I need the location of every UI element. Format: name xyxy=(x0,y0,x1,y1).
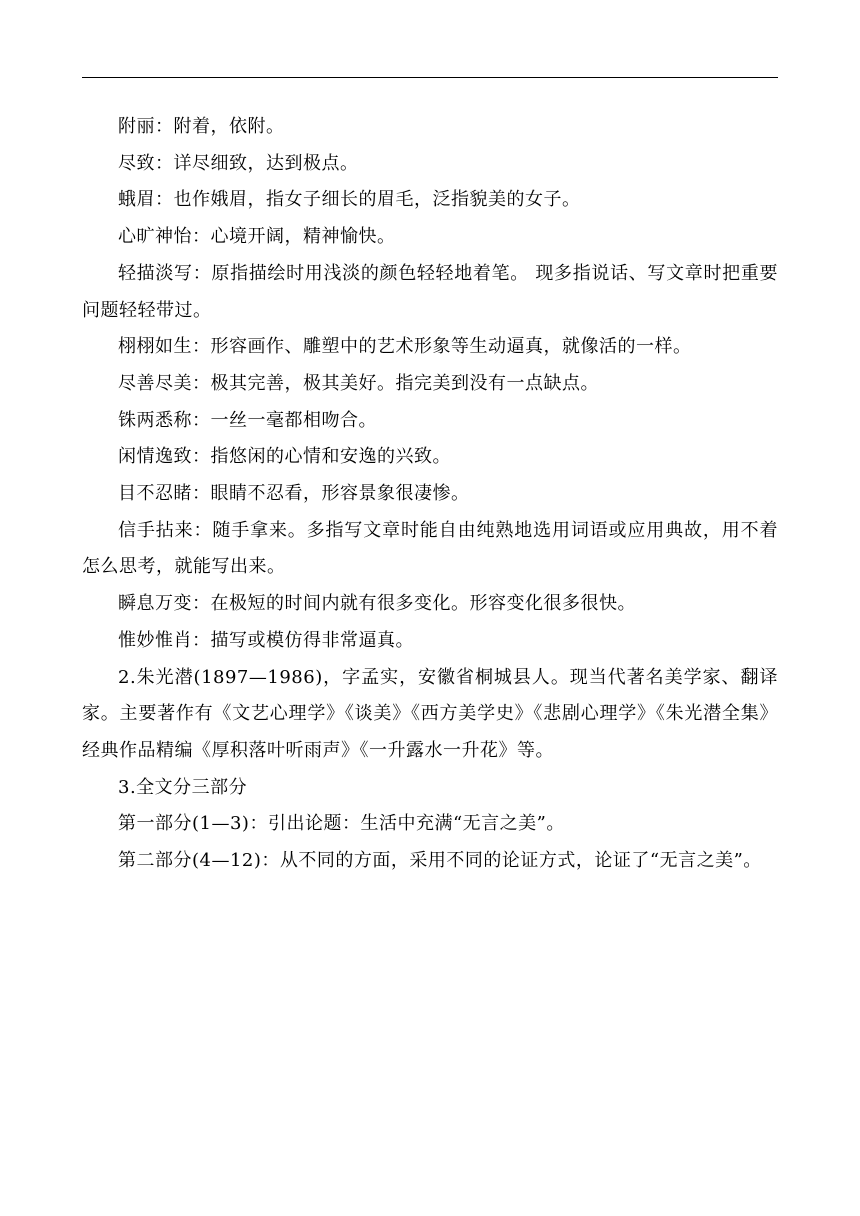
paragraph-shunxiwanbian: 瞬息万变：在极短的时间内就有很多变化。形容变化很多很快。 xyxy=(118,593,636,615)
document-body xyxy=(82,109,778,880)
paragraph-fuli: 附丽：附着，依附。 xyxy=(118,116,285,137)
paragraph-xianqingyizhi: 闲情逸致：指悠闲的心情和安逸的兴致。 xyxy=(118,446,451,468)
paragraph-part-one: 第一部分(1—3)：引出论题：生活中充满“无言之美”。 xyxy=(118,813,565,835)
paragraph-zhuliangxicheng: 铢两悉称：一丝一毫都相吻合。 xyxy=(118,409,377,431)
paragraph-xuxurusheng: 栩栩如生：形容画作、雕塑中的艺术形象等生动逼真，就像活的一样。 xyxy=(118,336,692,358)
paragraph-jinshanjinmei: 尽善尽美：极其完善，极其美好。指完美到没有一点缺点。 xyxy=(118,372,599,394)
paragraph-xinkuangshenyi: 心旷神怡：心境开阔，精神愉快。 xyxy=(118,226,396,248)
paragraph-muburendu: 目不忍睹：眼睛不忍看，形容景象很凄惨。 xyxy=(118,483,470,505)
paragraph-author-bio: 2.朱光潜(1897—1986)，字孟实，安徽省桐城县人。现当代著名美学家、翻译家。主要著作有《文艺心理学》《谈美》《西方美学史》《悲剧心理学》《朱光潜全集》经典作品精编《厚积落叶听雨声》《一升露水一升花》等。 xyxy=(82,666,778,761)
paragraph-xinshounianlai: 信手拈来：随手拿来。多指写文章时能自由纯熟地选用词语或应用典故，用不着怎么思考，就能写出来。 xyxy=(82,519,778,578)
header-rule xyxy=(82,77,778,78)
paragraph-weimiaoweixiao: 惟妙惟肖：描写或模仿得非常逼真。 xyxy=(118,629,414,651)
paragraph-jinzhi: 尽致：详尽细致，达到极点。 xyxy=(118,152,359,174)
paragraph-part-two: 第二部分(4—12)：从不同的方面，采用不同的论证方式，论证了“无言之美”。 xyxy=(118,850,762,872)
paragraph-qingmiaodanxie: 轻描淡写：原指描绘时用浅淡的颜色轻轻地着笔。 现多指说话、写文章时把重要问题轻轻带过。 xyxy=(82,262,778,321)
paragraph-emei: 蛾眉：也作娥眉，指女子细长的眉毛，泛指貌美的女子。 xyxy=(118,189,581,211)
paragraph-structure-heading: 3.全文分三部分 xyxy=(118,776,248,798)
